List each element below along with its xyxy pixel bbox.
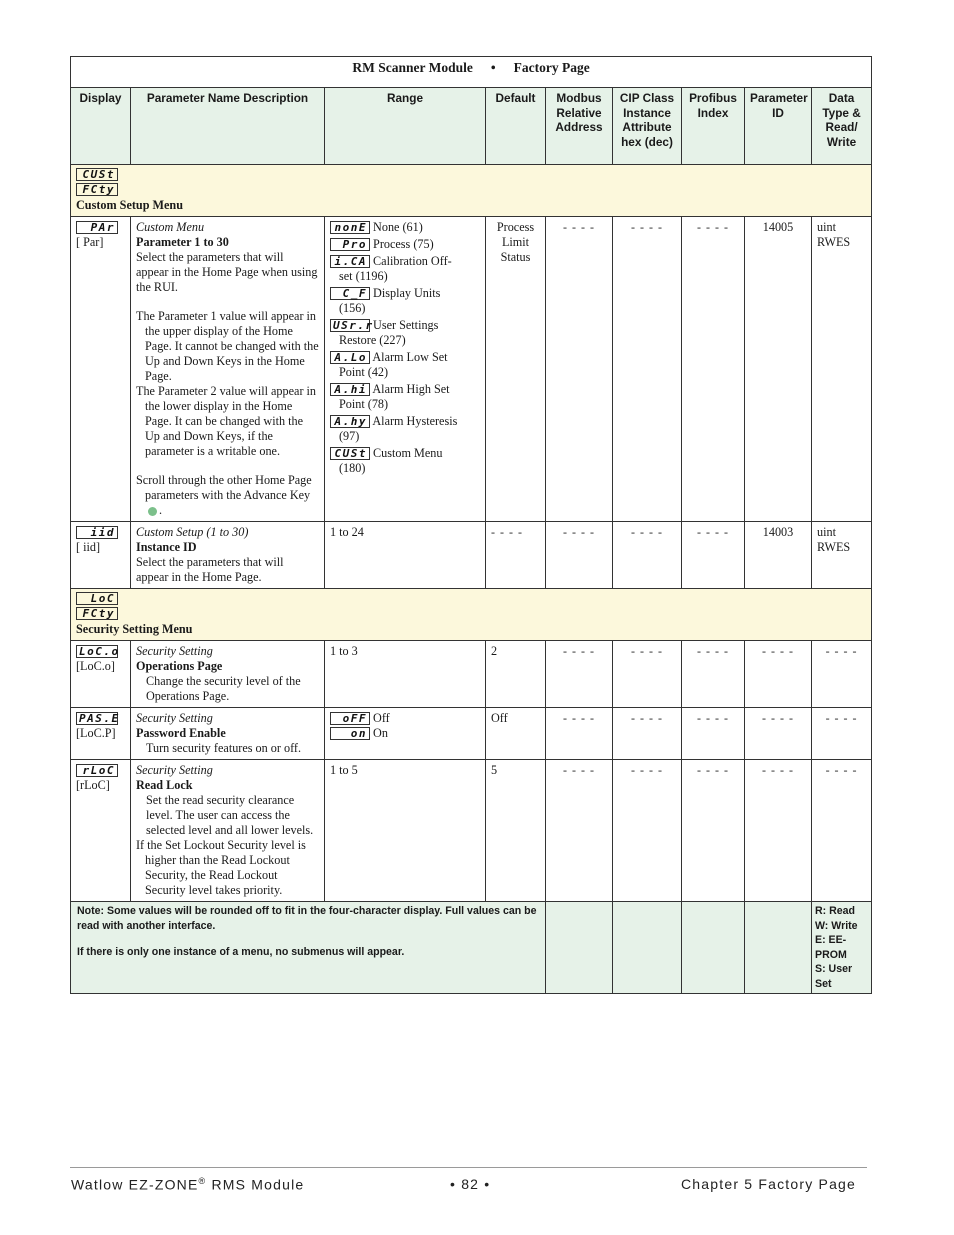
table-row — [71, 760, 872, 902]
modbus-cell: - - - - — [546, 217, 613, 522]
header-cip: CIP Class Instance Attribute hex (dec) — [613, 88, 682, 165]
cip-cell: - - - - — [613, 708, 682, 760]
table-title-row — [71, 57, 872, 88]
footer-right: Chapter 5 Factory Page — [681, 1176, 857, 1192]
description-cell: Security Setting Password Enable Turn security features on or off. — [131, 708, 325, 760]
profibus-cell: - - - - — [682, 760, 745, 902]
list-item: oFF Off — [330, 711, 480, 726]
param-code: [rLoC] — [76, 778, 110, 792]
lcd-cust: CUSt — [76, 168, 118, 181]
page-number: • 82 • — [450, 1176, 491, 1192]
default-cell: 5 — [486, 760, 546, 902]
header-profibus: Profibus Index — [682, 88, 745, 165]
display-cell — [71, 760, 131, 902]
parameter-id-cell: - - - - — [745, 641, 812, 708]
note-row — [71, 902, 872, 994]
list-item: USr.r User Settings Restore (227) — [330, 318, 480, 348]
param-code: [ iid] — [76, 540, 101, 554]
range-cell: 1 to 5 — [325, 760, 486, 902]
advance-key-icon — [148, 507, 157, 516]
list-item: A.hi Alarm High Set Point (78) — [330, 382, 480, 412]
list-item: A.Lo Alarm Low Set Point (42) — [330, 350, 480, 380]
lcd-rloc: rLoC — [76, 764, 118, 777]
header-row — [71, 88, 872, 165]
default-cell: - - - - — [486, 522, 546, 589]
lcd-fcty: FCty — [76, 607, 118, 620]
footer-divider — [70, 1167, 867, 1168]
range-cell: 1 to 3 — [325, 641, 486, 708]
parameter-id-cell: 14003 — [745, 522, 812, 589]
range-cell — [325, 708, 486, 760]
list-item: on On — [330, 726, 480, 741]
modbus-cell: - - - - — [546, 641, 613, 708]
factory-page-table — [70, 56, 872, 994]
param-code: [ Par] — [76, 235, 104, 249]
rw-legend: R: Read W: Write E: EE-PROM S: User Set — [812, 902, 872, 994]
custom-setup-menu-row — [71, 165, 872, 217]
header-display: Display — [71, 88, 131, 165]
range-cell — [325, 217, 486, 522]
table-row — [71, 641, 872, 708]
header-range: Range — [325, 88, 486, 165]
list-item: CUSt Custom Menu (180) — [330, 446, 480, 476]
list-item: i.CA Calibration Off- set (1196) — [330, 254, 480, 284]
header-parameter-id: Parameter ID — [745, 88, 812, 165]
data-type-cell: - - - - — [812, 708, 872, 760]
modbus-cell: - - - - — [546, 708, 613, 760]
description-cell: Security Setting Operations Page Change the security level of the Operations Page. — [131, 641, 325, 708]
data-type-cell: - - - - — [812, 760, 872, 902]
profibus-cell: - - - - — [682, 217, 745, 522]
modbus-cell: - - - - — [546, 522, 613, 589]
lcd-loc: LoC — [76, 592, 118, 605]
cip-cell: - - - - — [613, 522, 682, 589]
table-row — [71, 217, 872, 522]
lcd-par: PAr — [76, 221, 118, 234]
data-type-cell: uint RWES — [812, 217, 872, 522]
parameter-id-cell: - - - - — [745, 708, 812, 760]
menu-label: Security Setting Menu — [76, 622, 193, 636]
profibus-cell: - - - - — [682, 708, 745, 760]
note-text: Note: Some values will be rounded off to fit in the four-character display. Full values can be read with another interface. If there is only one instance of a menu, no submenus will appear. — [71, 902, 546, 994]
header-modbus: Modbus Relative Address — [546, 88, 613, 165]
display-cell — [71, 708, 131, 760]
header-default: Default — [486, 88, 546, 165]
table-row — [71, 522, 872, 589]
list-item: A.hy Alarm Hysteresis (97) — [330, 414, 480, 444]
list-item: nonE None (61) — [330, 220, 480, 235]
footer-left: Watlow EZ-ZONE® RMS Module — [71, 1176, 305, 1193]
range-cell: 1 to 24 — [325, 522, 486, 589]
lcd-pase: PAS.E — [76, 712, 118, 725]
lcd-loco: LoC.o — [76, 645, 118, 658]
cip-cell: - - - - — [613, 217, 682, 522]
header-data-type: Data Type & Read/ Write — [812, 88, 872, 165]
profibus-cell: - - - - — [682, 641, 745, 708]
display-cell — [71, 217, 131, 522]
cip-cell: - - - - — [613, 641, 682, 708]
profibus-cell: - - - - — [682, 522, 745, 589]
display-cell — [71, 522, 131, 589]
param-code: [LoC.o] — [76, 659, 115, 673]
default-cell: 2 — [486, 641, 546, 708]
menu-label: Custom Setup Menu — [76, 198, 183, 212]
param-code: [LoC.P] — [76, 726, 116, 740]
table-title: RM Scanner Module • Factory Page — [71, 57, 872, 88]
list-item: Pro Process (75) — [330, 237, 480, 252]
description-cell: Custom Setup (1 to 30) Instance ID Select the parameters that will appear in the Home Page. — [131, 522, 325, 589]
data-type-cell: - - - - — [812, 641, 872, 708]
data-type-cell: uint RWES — [812, 522, 872, 589]
lcd-iid: iid — [76, 526, 118, 539]
default-cell: Off — [486, 708, 546, 760]
parameter-id-cell: 14005 — [745, 217, 812, 522]
security-setting-menu-row — [71, 589, 872, 641]
list-item: C_F Display Units (156) — [330, 286, 480, 316]
modbus-cell: - - - - — [546, 760, 613, 902]
default-cell: Process Limit Status — [486, 217, 546, 522]
header-parameter-name: Parameter Name Description — [131, 88, 325, 165]
cip-cell: - - - - — [613, 760, 682, 902]
parameter-id-cell: - - - - — [745, 760, 812, 902]
table-row — [71, 708, 872, 760]
description-cell: Security Setting Read Lock Set the read security clearance level. The user can access the selected level and all lower levels. If the Set Lockout Security level is higher than the Read Lockout Security, the Read Lockout Security level takes priority. — [131, 760, 325, 902]
description-cell: Custom Menu Parameter 1 to 30 Select the parameters that will appear in the Home Page when using the RUI. The Parameter 1 value will appear in the upper display of the Home Page. It cannot be changed with the Up and Down Keys in the Home Page. The Parameter 2 value will appear in the lower display in the Home Page. It can be changed with the Up and Down Keys, if the parameter is a writable one. Scroll through the other Home Page parameters with the Advance Key. — [131, 217, 325, 522]
display-cell — [71, 641, 131, 708]
lcd-fcty: FCty — [76, 183, 118, 196]
